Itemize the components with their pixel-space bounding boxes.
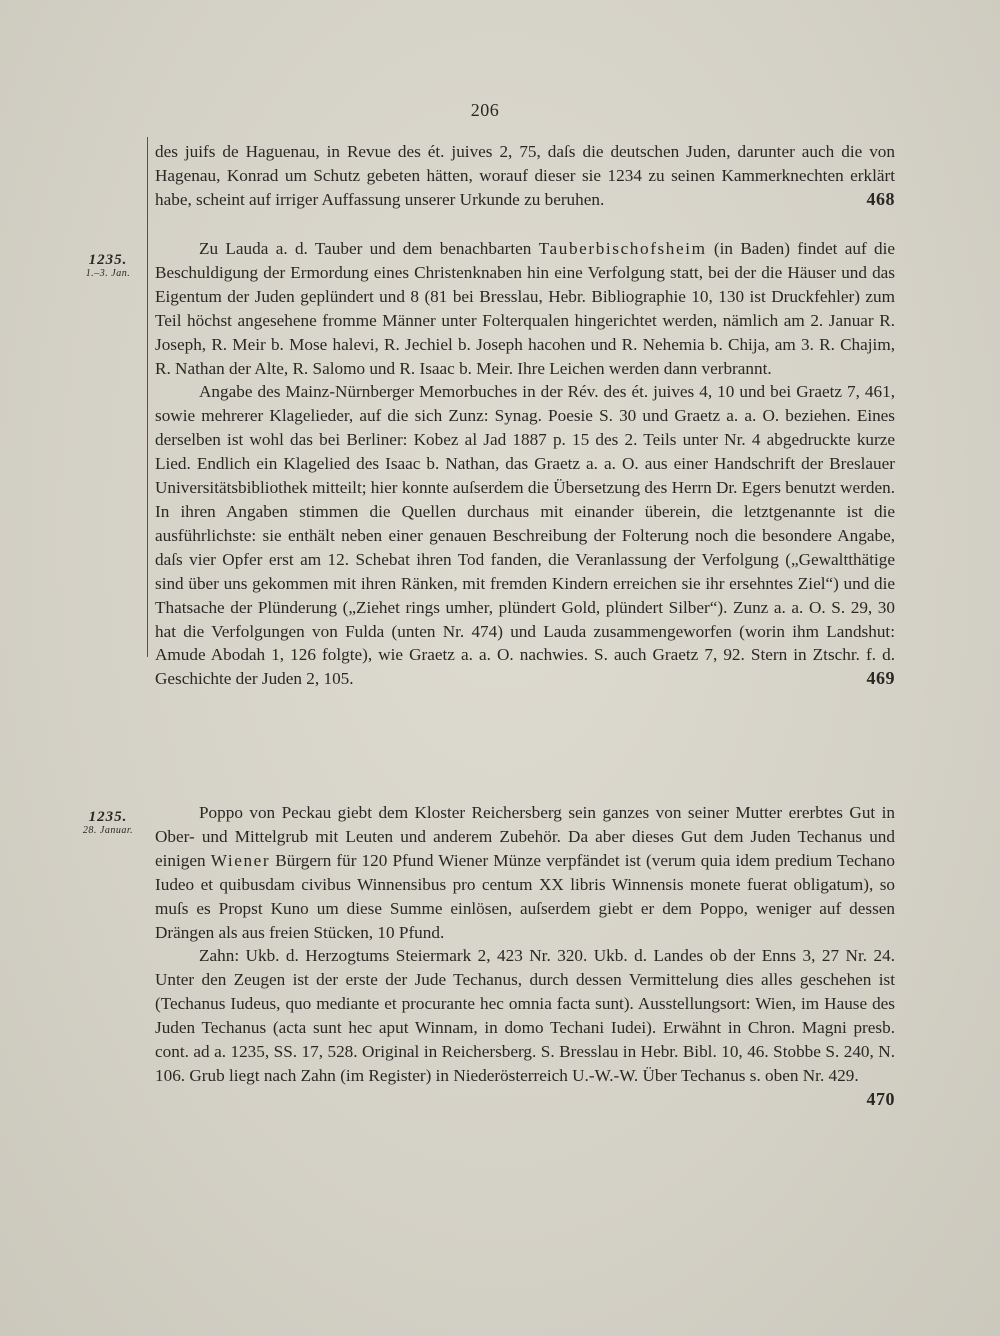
entry-470-p2-text: Zahn: Ukb. d. Herzogtums Steiermark 2, 423 Nr. 320. Ukb. d. Landes ob der Enns 3, 27 Nr. 24. Unter den Zeugen ist der erste der Jude Techanus, durch dessen Vermittelung dies alles geschehen ist (Techanus Iudeus, quo mediante et procurante hec omnia facta sunt). Ausstellungsort: Wien, im Hause des Juden Techanus (acta sunt hec aput Winnam, in domo Techani Iudei). Erwähnt in Chron. Magni presb. cont. ad a. 1235, SS. 17, 528. Original in Reichersberg. S. Bresslau in Hebr. Bibl. 10, 46. Stobbe S. 240, N. 106. Grub liegt nach Zahn (im Register) in Niederösterreich U.-W.-W. Über Techanus s. oben Nr. 429. — [155, 946, 895, 1085]
entry-470-p1-rest: Bürgern für 120 Pfund Wiener Münze verpfändet ist (verum quia idem predium Techano Iudeo et quibusdam civibus Winnensibus pro centum XX libris Winnensis monete fuerat obligatum), so muſs es Propst Kuno um diese Summe einlösen, auſserdem giebt er dem Poppo, weniger auf dessen Drängen als aus freien Stücken, 10 Pfund. — [155, 850, 895, 942]
entry-469 — [155, 237, 895, 691]
entry-469-paragraph-2 — [155, 380, 895, 691]
page-number: 206 — [470, 100, 500, 120]
entry-468-text — [155, 140, 895, 212]
entry-470-paragraph-2 — [155, 944, 895, 1109]
margin-note-2-year: 1235. — [88, 809, 128, 825]
entry-469-place-name: Tauberbischofsheim — [538, 239, 707, 258]
entry-470-paragraph-1 — [155, 801, 895, 944]
entry-470-p1-start: Poppo von Peckau giebt dem Kloster Reichersberg sein ganzes von seiner Mutter ererbtes Gut in Ober- und Mittelgrub mit Leuten und anderem Zubehör. Da aber dieses Gut dem Juden Techanus und einigen — [155, 803, 895, 870]
margin-note-1-year: 1235. — [88, 252, 128, 268]
entry-469-p1-rest: (in Baden) findet auf die Beschuldigung der Ermordung eines Christenknaben hin eine Verfolgung statt, bei der die Häuser und das Eigentum der Juden geplündert und 8 (81 bei Bresslau, Hebr. Bibliographie 10, 130 ist Druckfehler) zum Teil höchst angesehene fromme Männer unter Folterqualen hingerichtet werden, nämlich am 2. Januar R. Joseph, R. Meir b. Mose halevi, R. Jechiel b. Joseph hacohen und R. Nehemia b. Chija, am 3. R. Chajim, R. Nathan der Alte, R. Salomo und R. Isaac b. Meir. Ihre Leichen werden dann verbrannt. — [155, 239, 895, 378]
entry-number-470: 470 — [866, 1088, 895, 1109]
margin-rule — [147, 137, 148, 657]
margin-note-2 — [68, 810, 148, 836]
margin-note-1-date: 1.–3. Jan. — [85, 267, 131, 279]
entry-469-p2-text: Angabe des Mainz-Nürnberger Memorbuches in der Rév. des ét. juives 4, 10 und bei Graetz 7, 461, sowie mehrerer Klagelieder, auf die sich Zunz: Synag. Poesie S. 30 und Graetz a. a. O. beziehen. Eines derselben ist wohl das bei Berliner: Kobez al Jad 1887 p. 15 des 2. Teils unter Nr. 4 abgedruckte kurze Lied. Endlich ein Klagelied des Isaac b. Nathan, das Graetz a. a. O. aus einer Handschrift der Breslauer Universitätsbibliothek mitteilt; hier konnte auſserdem die Übersetzung des Herrn Dr. Egers benutzt werden. In ihren Angaben stimmen die Quellen durchaus mit einander überein, die letztgenannte ist die ausführlichste: sie enthält neben einer genauen Beschreibung der Folterung noch die besondere Angabe, daſs vier Opfer erst am 12. Schebat ihren Tod fanden, die Veranlassung der Verfolgung („Gewaltthätige sind über uns gekommen mit ihren Ränken, mit fremden Kindern erreichen sie ihr ersehntes Ziel“) und die Thatsache der Plünderung („Ziehet rings umher, plündert Gold, plündert Silber“). Zunz a. a. O. S. 29, 30 hat die Verfolgungen von Fulda (unten Nr. 474) und Lauda zusammengeworfen (worin ihm Landshut: Amude Abodah 1, 126 folgte), wie Graetz a. a. O. nachwies. S. auch Graetz 7, 92. Stern in Ztschr. f. d. Geschichte der Juden 2, 105. — [155, 382, 895, 689]
entry-468-body: des juifs de Haguenau, in Revue des ét. juives 2, 75, daſs die deutschen Juden, darunter auch die von Hagenau, Konrad um Schutz gebeten hätten, worauf dieser sie 1234 zu seinen Kammerknechten erklärt habe, scheint auf irriger Auffassung unserer Urkunde zu beruhen. — [155, 142, 895, 209]
entry-468 — [155, 140, 895, 212]
entry-number-469: 469 — [866, 668, 895, 689]
margin-note-1 — [68, 253, 148, 279]
entry-469-paragraph-1 — [155, 237, 895, 380]
entry-470 — [155, 801, 895, 1112]
entry-number-468: 468 — [866, 188, 895, 209]
margin-note-2-date: 28. Januar. — [82, 824, 134, 836]
entry-470-spaced-word: Wiener — [210, 850, 271, 870]
entry-469-p1-start: Zu Lauda a. d. Tauber und dem benachbarten — [199, 239, 539, 258]
